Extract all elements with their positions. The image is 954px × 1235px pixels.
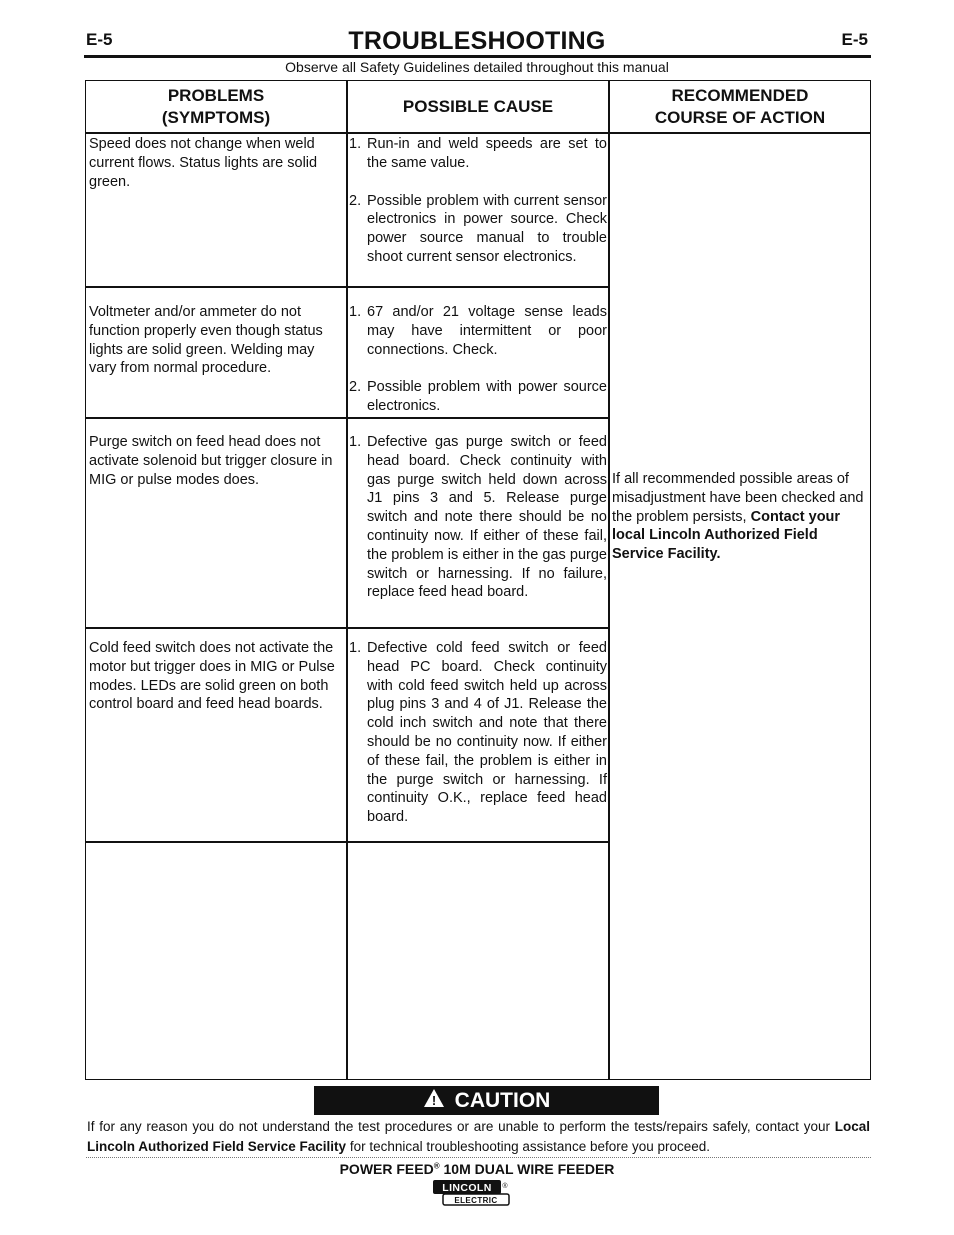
cause-item: [349, 433, 607, 602]
page-code-left: E-5: [86, 30, 113, 49]
cause-text: 67 and/or 21 voltage sense leads may have intermittent or poor connections. Check.: [367, 304, 607, 358]
warning-symbol: !: [431, 1092, 436, 1108]
cause-number: 2.: [349, 379, 362, 396]
column-divider: [608, 81, 610, 1079]
product-name-rest: 10M DUAL WIRE FEEDER: [439, 1161, 615, 1177]
recommended-action: [612, 470, 870, 564]
cause-text: Run-in and weld speeds are set to the same value.: [367, 136, 607, 171]
caution-label: CAUTION: [454, 1088, 551, 1112]
cause-number: 1.: [349, 136, 362, 152]
cause-number: 1.: [349, 434, 362, 450]
header-problems-line1: PROBLEMS: [167, 86, 265, 105]
caution-footnote: [87, 1117, 870, 1157]
header-action-line1: RECOMMENDED: [671, 86, 809, 105]
cause-item: [349, 639, 607, 827]
symptom-cell: Purge switch on feed head does not activate solenoid but trigger closure in MIG or pulse modes does.: [89, 434, 333, 488]
row-divider: [86, 417, 608, 419]
row-divider: [86, 841, 608, 843]
caution-banner: [314, 1086, 659, 1115]
safety-subtitle: Observe all Safety Guidelines detailed throughout this manual: [285, 59, 669, 75]
cause-item: [349, 192, 607, 267]
action-contact: Contact your local Lincoln Authorized Field Service Facility.: [612, 508, 841, 563]
column-divider: [346, 81, 348, 1079]
registered-mark: ®: [433, 1161, 440, 1171]
product-name-main: POWER FEED: [339, 1161, 434, 1177]
cause-number: 1.: [349, 640, 362, 656]
cause-cell: [349, 135, 607, 267]
cause-cell: [349, 639, 607, 827]
footnote-bold: Local Lincoln Authorized Field Service Facility: [87, 1119, 870, 1154]
cause-text: Defective gas purge switch or feed head board. Check continuity with gas purge switch held down across J1 pins 3 and 5. Release purge switch and note there should be no continuity now. If either of these fail, the problem is either in the gas purge switch or harnessing. If no failure, replace feed head board.: [367, 434, 607, 601]
title-rule: [84, 55, 871, 58]
row-divider: [86, 286, 608, 288]
cause-text: Possible problem with current sensor electronics in power source. Check power source manual to trouble shoot current sensor electronics.: [367, 192, 607, 265]
cause-text: Defective cold feed switch or feed head PC board. Check continuity with cold feed switch held up across plug pins 3 and 4 of J1. Release the cold inch switch and note that there should be no continuity now. If either of these fail, the problem is either in the purge switch or harnessing. If continuity O.K., replace feed head board.: [367, 640, 607, 826]
cause-cell: [349, 433, 607, 602]
cause-item: [349, 378, 607, 416]
cause-cell: [349, 303, 607, 416]
header-action: [610, 81, 870, 133]
lincoln-electric-logo: [432, 1179, 512, 1207]
header-cause: POSSIBLE CAUSE: [402, 97, 554, 116]
cause-item: [349, 303, 607, 359]
symptom-cell: Speed does not change when weld current flows. Status lights are solid green.: [89, 136, 318, 190]
logo-top-text: LINCOLN: [442, 1182, 492, 1194]
cause-number: 1.: [349, 304, 362, 320]
action-text: If all recommended possible areas of misadjustment have been checked and the problem persists,: [612, 471, 864, 525]
product-name: [0, 1161, 954, 1177]
symptom-cell: Cold feed switch does not activate the motor but trigger does in MIG or Pulse modes. LEDs are solid green on both control board and feed head boards.: [89, 640, 335, 713]
cause-number: 2.: [349, 192, 362, 209]
logo-bottom-text: ELECTRIC: [454, 1196, 498, 1205]
footer-rule: [86, 1157, 871, 1158]
footnote-text-1: If for any reason you do not understand the test procedures or are unable to perform the tests/repairs safely, contact your: [87, 1119, 835, 1134]
cause-text: Possible problem with power source electronics.: [367, 379, 607, 415]
row-divider: [86, 627, 608, 629]
page-code-right: E-5: [841, 30, 868, 49]
footnote-text-2: for technical troubleshooting assistance before you proceed.: [346, 1139, 711, 1154]
header-action-line2: COURSE OF ACTION: [654, 108, 826, 127]
page-title: TROUBLESHOOTING: [348, 27, 606, 55]
logo-registered-mark: ®: [502, 1183, 508, 1190]
troubleshooting-table: [85, 80, 871, 1080]
header-problems-line2: (SYMPTOMS): [161, 108, 271, 127]
cause-item: [349, 135, 607, 173]
warning-triangle-icon: [423, 1088, 445, 1114]
symptom-cell: Voltmeter and/or ammeter do not function properly even though status lights are solid green. Welding may vary from normal procedure.: [89, 304, 323, 377]
header-problems: [86, 81, 346, 133]
